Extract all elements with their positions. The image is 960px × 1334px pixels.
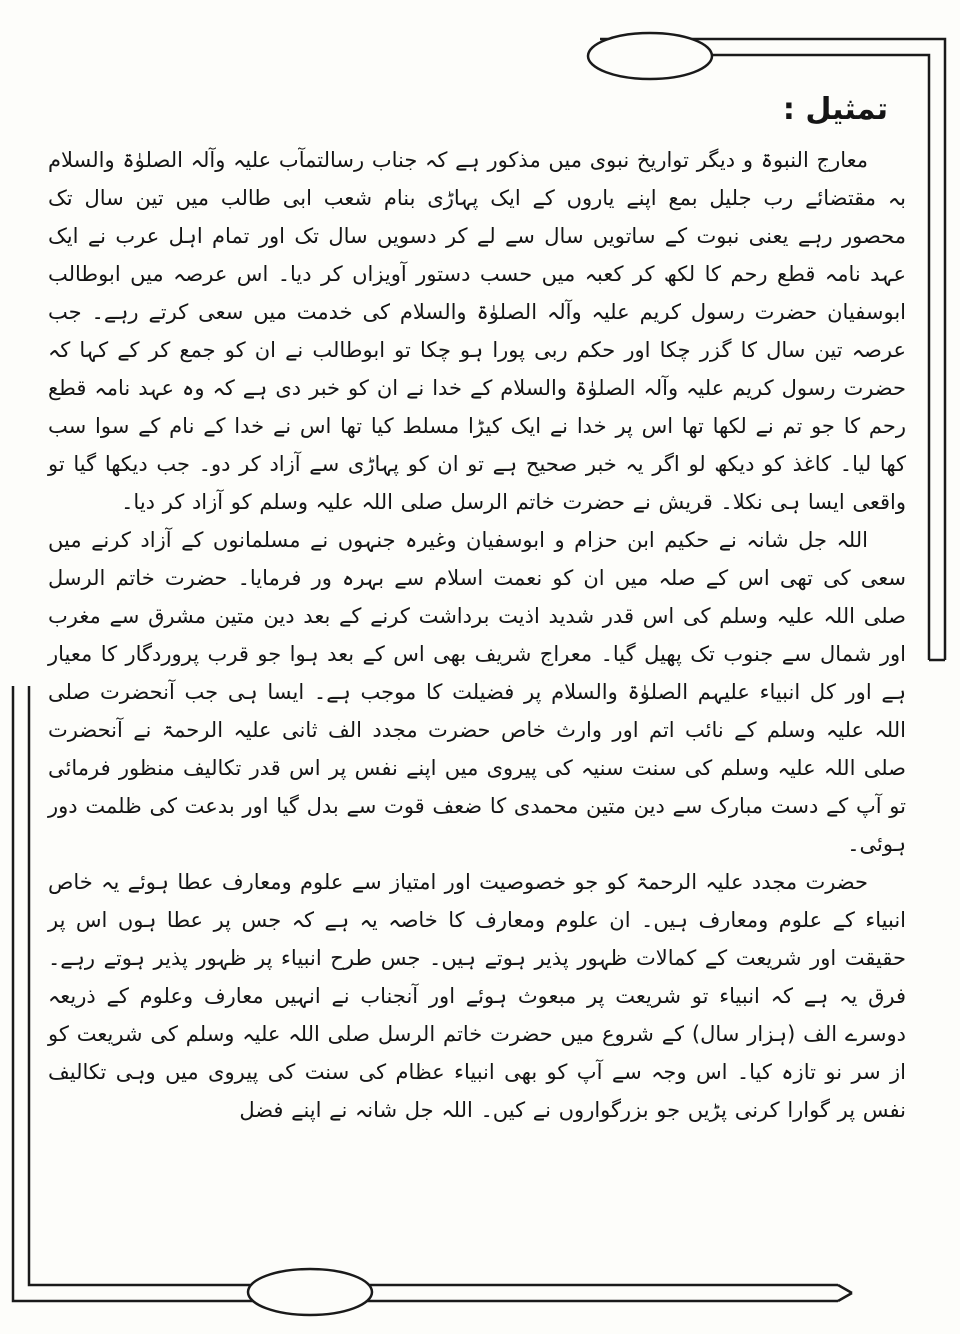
text-content [48,92,906,1129]
page-heading: تمثیل : [782,92,888,127]
paragraph-2: اللہ جل شانہ نے حکیم ابن حزام و ابوسفیان وغیرہ جنہوں نے مسلمانوں کے آزاد کرنے میں سعی کی تھی اس کے صلہ میں ان کو نعمت اسلام سے بہرہ ور فرمایا۔ حضرت خاتم الرسل صلی اللہ علیہ وسلم کی اس قدر شدید اذیت برداشت کرنے کے بعد دین متین مشرق سے مغرب اور شمال سے جنوب تک پھیل گیا۔ معراج شریف بھی اس کے بعد ہوا جو قرب پروردگار کا معیار ہے اور کل انبیاء علیہم الصلوٰۃ والسلام پر فضیلت کا موجب ہے۔ ایسا ہی جب آنحضرت صلی اللہ علیہ وسلم کے نائب اتم اور وارث خاص حضرت مجدد الف ثانی علیہ الرحمۃ نے آنحضرت صلی اللہ علیہ وسلم کی سنت سنیہ کی پیروی میں اپنے نفس پر اس قدر تکالیف منظور فرمائی تو آپ کے دست مبارک سے دین متین محمدی کا ضعف قوت سے بدل گیا اور بدعت کی ظلمت دور ہوئی۔ [48,528,906,856]
paragraph-1: معارج النبوۃ و دیگر تواریخ نبوی میں مذکور ہے کہ جناب رسالتمآب علیہ وآلہ الصلوٰۃ والسلام بہ مقتضائے رب جلیل بمع اپنے یاروں کے ایک پہاڑی بنام شعب ابی طالب میں تین سال تک محصور رہے یعنی نبوت کے ساتویں سال سے لے کر دسویں سال تک اور تمام اہل عرب نے ایک عہد نامہ قطع رحم کا لکھ کر کعبہ میں حسب دستور آویزاں کر دیا۔ اس عرصہ میں ابوطالب ابوسفیان حضرت رسول کریم علیہ وآلہ الصلوٰۃ والسلام کی خدمت میں سعی کرتے رہے۔ جب عرصہ تین سال کا گزر چکا اور حکم ربی پورا ہو چکا تو ابوطالب نے ان کو جمع کر کے کہا کہ حضرت رسول کریم علیہ وآلہ الصلوٰۃ والسلام کے خدا نے ان کو خبر دی ہے کہ وہ عہد نامہ قطع رحم کا جو تم نے لکھا تھا اس پر خدا نے ایک کیڑا مسلط کیا تھا اس نے خدا کے نام کے سوا سب کھا لیا۔ کاغذ کو دیکھ لو اگر یہ خبر صحیح ہے تو ان کو پہاڑی سے آزاد کر دو۔ جب دیکھا گیا تو واقعی ایسا ہی نکلا۔ قریش نے حضرت خاتم الرسل صلی اللہ علیہ وسلم کو آزاد کر دیا۔ [48,148,906,514]
top-ellipse-ornament [588,33,712,79]
paragraph-3: حضرت مجدد علیہ الرحمۃ کو جو خصوصیت اور امتیاز سے علوم ومعارف عطا ہوئے یہ خاص انبیاء کے علوم ومعارف ہیں۔ ان علوم ومعارف کا خاصہ یہ ہے کہ جس پر عطا ہوں اس پر حقیقت اور شریعت کے کمالات ظہور پذیر ہوتے ہیں۔ جس طرح انبیاء پر ظہور پذیر ہوتے رہے۔ فرق یہ ہے کہ انبیاء تو شریعت پر مبعوث ہوئے اور آنجناب نے انہیں معارف وعلوم کے ذریعہ دوسرے الف (ہزار سال) کے شروع میں حضرت خاتم الرسل صلی اللہ علیہ وسلم کی شریعت کو از سر نو تازہ کیا۔ اس وجہ سے آپ کو بھی انبیاء عظام کی سنت کی پیروی میں وہی تکالیف نفس پر گوارا کرنی پڑیں جو بزرگواروں نے کیں۔ اللہ جل شانہ نے اپنے فضل [48,870,906,1122]
bottom-ellipse-ornament [248,1269,372,1315]
